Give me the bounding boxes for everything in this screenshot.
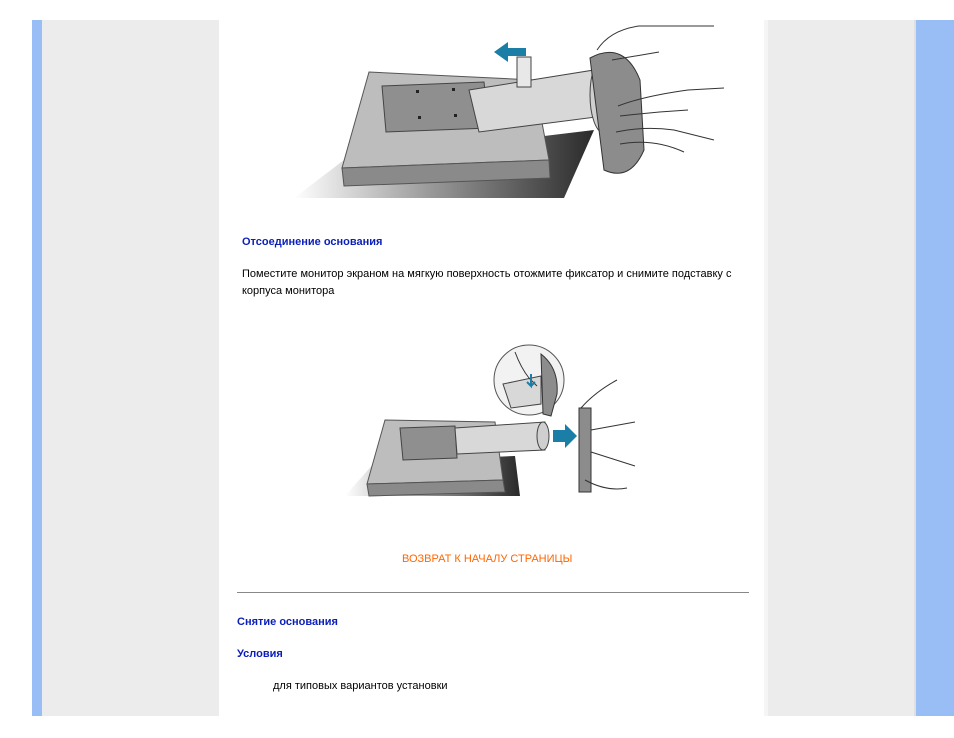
latch-release-illustration bbox=[345, 332, 645, 498]
stand-neck bbox=[455, 422, 545, 454]
mount-plate bbox=[400, 426, 457, 460]
stand-removal-illustration bbox=[294, 20, 734, 200]
stand-base bbox=[590, 52, 644, 173]
conditions-heading: Условия bbox=[237, 648, 283, 660]
remove-base-heading: Снятие основания bbox=[237, 616, 338, 628]
section-divider bbox=[237, 592, 749, 593]
left-accent-bar bbox=[32, 20, 42, 716]
left-margin-panel bbox=[42, 20, 219, 716]
back-to-top-link[interactable]: ВОЗВРАТ К НАЧАЛУ СТРАНИЦЫ bbox=[402, 553, 573, 565]
detach-arrow-icon bbox=[553, 424, 577, 448]
detach-instructions: Поместите монитор экраном на мягкую поверхность отожмите фиксатор и снимите подставку с корпуса монитора bbox=[242, 268, 732, 297]
conditions-item: для типовых вариантов установки bbox=[273, 680, 448, 692]
right-accent-bar bbox=[916, 20, 954, 716]
detach-heading: Отсоединение основания bbox=[242, 236, 383, 248]
content-column bbox=[219, 20, 764, 716]
stand-base bbox=[579, 408, 591, 492]
right-margin-panel bbox=[764, 20, 916, 716]
